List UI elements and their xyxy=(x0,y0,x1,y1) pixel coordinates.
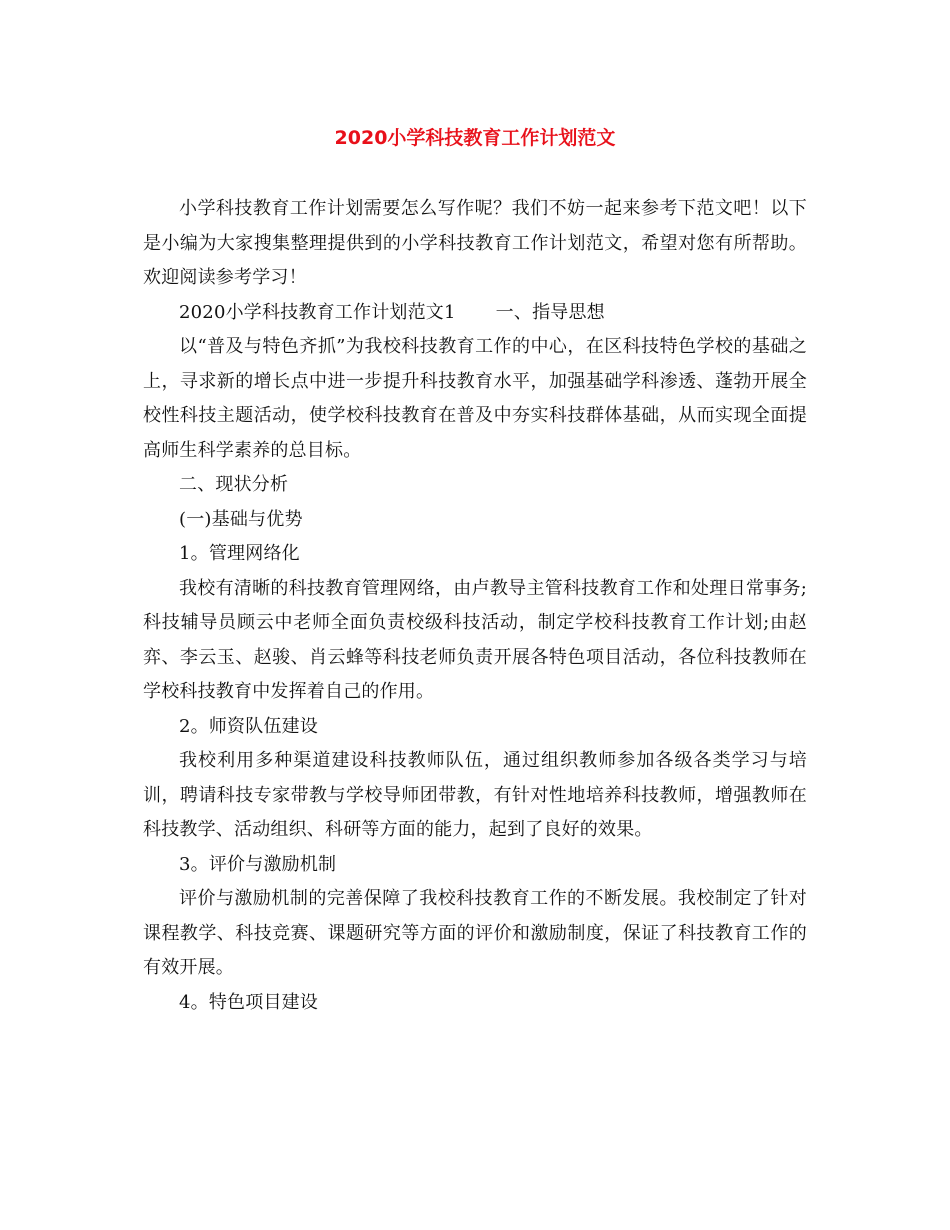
foundation-heading: (一)基础与优势 xyxy=(179,508,303,530)
management-paragraph: 我校有清晰的科技教育管理网络，由卢教导主管科技教育工作和处理日常事务;科技辅导员顾云中老师全面负责校级科技活动，制定学校科技教育工作计划;由赵弈、李云玉、赵骏、肖云蜂等科技老师负责开展各特色项目活动，各位科技教师在学校科技教育中发挥着自己的作用。 xyxy=(143,577,807,702)
teacher-team-paragraph: 我校利用多种渠道建设科技教师队伍，通过组织教师参加各级各类学习与培训，聘请科技专家带教与学校导师团带教，有针对性地培养科技教师，增强教师在科技教学、活动组织、科研等方面的能力，起到了良好的效果。 xyxy=(143,750,807,840)
plan-heading: 2020小学科技教育工作计划范文1 xyxy=(179,301,456,323)
management-heading: 1。管理网络化 xyxy=(179,543,300,564)
guiding-thought-paragraph: 以“普及与特色齐抓”为我校科技教育工作的中心，在区科技特色学校的基础之上，寻求新的增长点中进一步提升科技教育水平，加强基础学科渗透、蓬勃开展全校性科技主题活动，使学校科技教育在普及中夯实科技群体基础，从而实现全面提高师生科学素养的总目标。 xyxy=(143,336,807,461)
intro-paragraph: 小学科技教育工作计划需要怎么写作呢？我们不妨一起来参考下范文吧！以下是小编为大家搜集整理提供到的小学科技教育工作计划范文，希望对您有所帮助。欢迎阅读参考学习！ xyxy=(143,198,807,288)
section-heading-line xyxy=(143,296,807,331)
evaluation-heading: 3。评价与激励机制 xyxy=(179,853,337,875)
guiding-thought-heading: 一、指导思想 xyxy=(495,301,605,323)
special-project-heading: 4。特色项目建设 xyxy=(179,991,319,1013)
evaluation-paragraph: 评价与激励机制的完善保障了我校科技教育工作的不断发展。我校制定了针对课程教学、科技竞赛、课题研究等方面的评价和激励制度，保证了科技教育工作的有效开展。 xyxy=(143,888,807,978)
document-body xyxy=(143,192,807,1020)
status-analysis-heading: 二、现状分析 xyxy=(179,474,289,495)
document-title: 2020小学科技教育工作计划范文 xyxy=(334,127,616,149)
teacher-team-heading: 2。师资队伍建设 xyxy=(179,715,319,737)
